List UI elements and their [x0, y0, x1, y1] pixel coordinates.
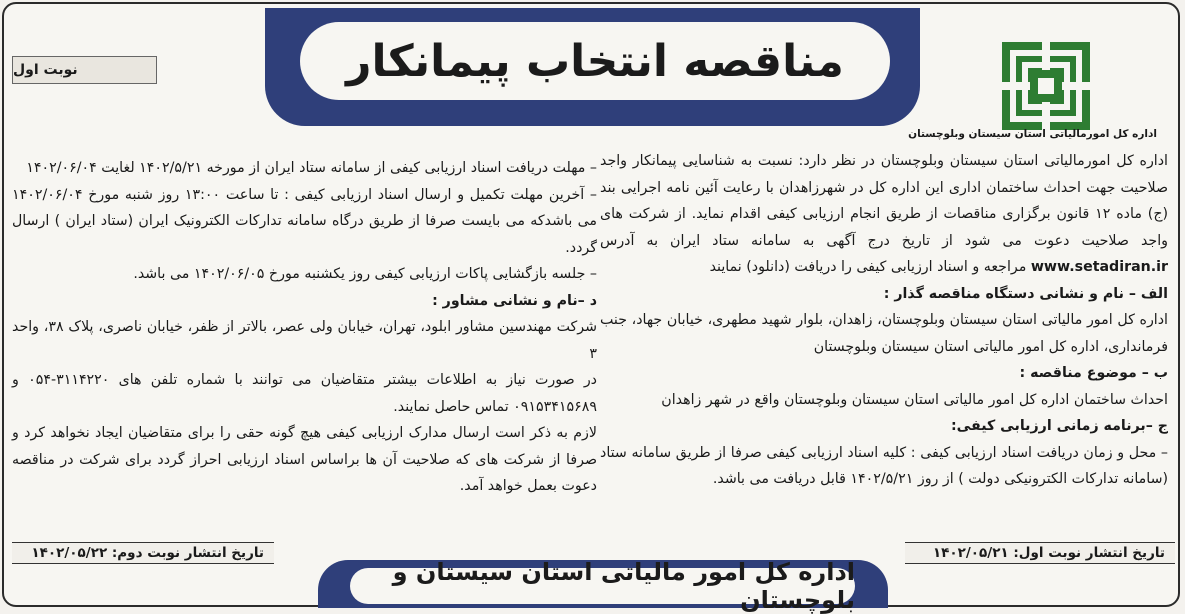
first-publish-date [905, 542, 1175, 564]
section-d-body: شرکت مهندسین مشاور ابلود، تهران، خیابان ولی عصر، بالاتر از ظفر، خیابان ناصری، پلاک ۳۸، واحد ۳ [12, 319, 597, 362]
section-b-title: ب – موضوع مناقصه : [1019, 365, 1168, 381]
first-publish-label: تاریخ انتشار نوبت اول: ۱۴۰۲/۰۵/۲۱ [932, 545, 1165, 561]
section-a-body: اداره کل امور مالیاتی استان سیستان وبلوچستان، زاهدان، بلوار شهید مطهری، خیابان جهاد، جنب فرمانداری، اداره کل امور مالیاتی استان سیستان وبلوچستان [600, 312, 1168, 355]
opening-session: – جلسه بازگشایی پاکات ارزیابی کیفی روز یکشنبه مورخ ۱۴۰۲/۰۶/۰۵ می باشد. [133, 266, 597, 282]
deadline-submit: – آخرین مهلت تکمیل و ارسال اسناد ارزیابی کیفی : تا ساعت ۱۳:۰۰ روز شنبه مورخ ۱۴۰۲/۰۶/۰۴ می باشدکه می بایست صرفا از طریق درگاه سامانه تدارکات الکترونیک ایران (ستاد ایران ) ارسال گردد. [12, 186, 598, 256]
org-caption: اداره کل امورمالیاتی استان سیستان وبلوچستان [908, 128, 1157, 140]
intro-tail: مراجعه و اسناد ارزیابی کیفی را دریافت (دانلود) نمایند [709, 259, 1027, 275]
section-c-body: – محل و زمان دریافت اسناد ارزیابی کیفی : کلیه اسناد ارزیابی کیفی صرفا از طریق سامانه ستاد (سامانه تدارکات الکترونیکی دولت ) از روز ۱۴۰۲/۵/۲۱ قابل دریافت می باشد. [600, 444, 1168, 487]
intro-paragraph [600, 148, 1168, 281]
right-column [600, 148, 1168, 493]
round-badge [12, 56, 157, 84]
ad-title: مناقصه انتخاب پیمانکار [346, 35, 844, 87]
section-c-title: ج –برنامه زمانی ارزیابی کیفی: [950, 418, 1168, 434]
title-box [300, 22, 890, 100]
second-publish-date [12, 542, 274, 564]
section-a-title: الف – نام و نشانی دستگاه مناقصه گذار : [883, 285, 1168, 302]
deadline-download: – مهلت دریافت اسناد ارزیابی کیفی از سامانه ستاد ایران از مورخه ۱۴۰۲/۵/۲۱ لغایت ۱۴۰۲/۰۶/۰۴ [26, 160, 597, 176]
footer-org-name: اداره کل امور مالیاتی استان سیستان و بلوچستان [392, 558, 855, 614]
section-b-body: احداث ساختمان اداره کل امور مالیاتی استان سیستان وبلوچستان واقع در شهر زاهدان [661, 391, 1168, 408]
closing-note: لازم به ذکر است ارسال مدارک ارزیابی کیفی هیچ گونه حقی را برای متقاضیان ایجاد نخواهد کرد و صرفا از شرکت های که صلاحیت آن ها براساس اسناد ارزیابی احراز گردد برای شرکت در مناقصه دعوت بعمل خواهد آمد. [12, 425, 597, 494]
footer-box [350, 558, 855, 614]
website-link[interactable]: www.setadiran.ir [1030, 259, 1168, 275]
round-badge-label: نوبت اول [13, 62, 78, 78]
tax-organization-logo [1000, 40, 1092, 132]
second-publish-label: تاریخ انتشار نوبت دوم: ۱۴۰۲/۰۵/۲۲ [31, 545, 264, 561]
contact-info: در صورت نیاز به اطلاعات بیشتر متقاضیان می توانند با شماره تلفن های ۳۱۱۴۲۲۰-۰۵۴ و ۰۹۱۵۳۴۱۵۶۸۹ تماس حاصل نمایند. [12, 372, 597, 415]
intro-text: اداره کل امورمالیاتی استان سیستان وبلوچستان در نظر دارد: نسبت به شناسایی پیمانکار واجد صلاحیت جهت احداث ساختمان اداری این اداره کل در شهرزاهدان با رعایت آئین نامه اجرایی بند (ج) ماده ۱۲ قانون برگزاری مناقصات از طریق انجام ارزیابی کیفی اقدام نماید. از شرکت های واجد صلاحیت دعوت می شود از تاریخ درج آگهی به سامانه ستاد ایران به آدرس [600, 153, 1169, 249]
left-column [12, 155, 597, 500]
section-d-title: د –نام و نشانی مشاور : [432, 292, 597, 309]
